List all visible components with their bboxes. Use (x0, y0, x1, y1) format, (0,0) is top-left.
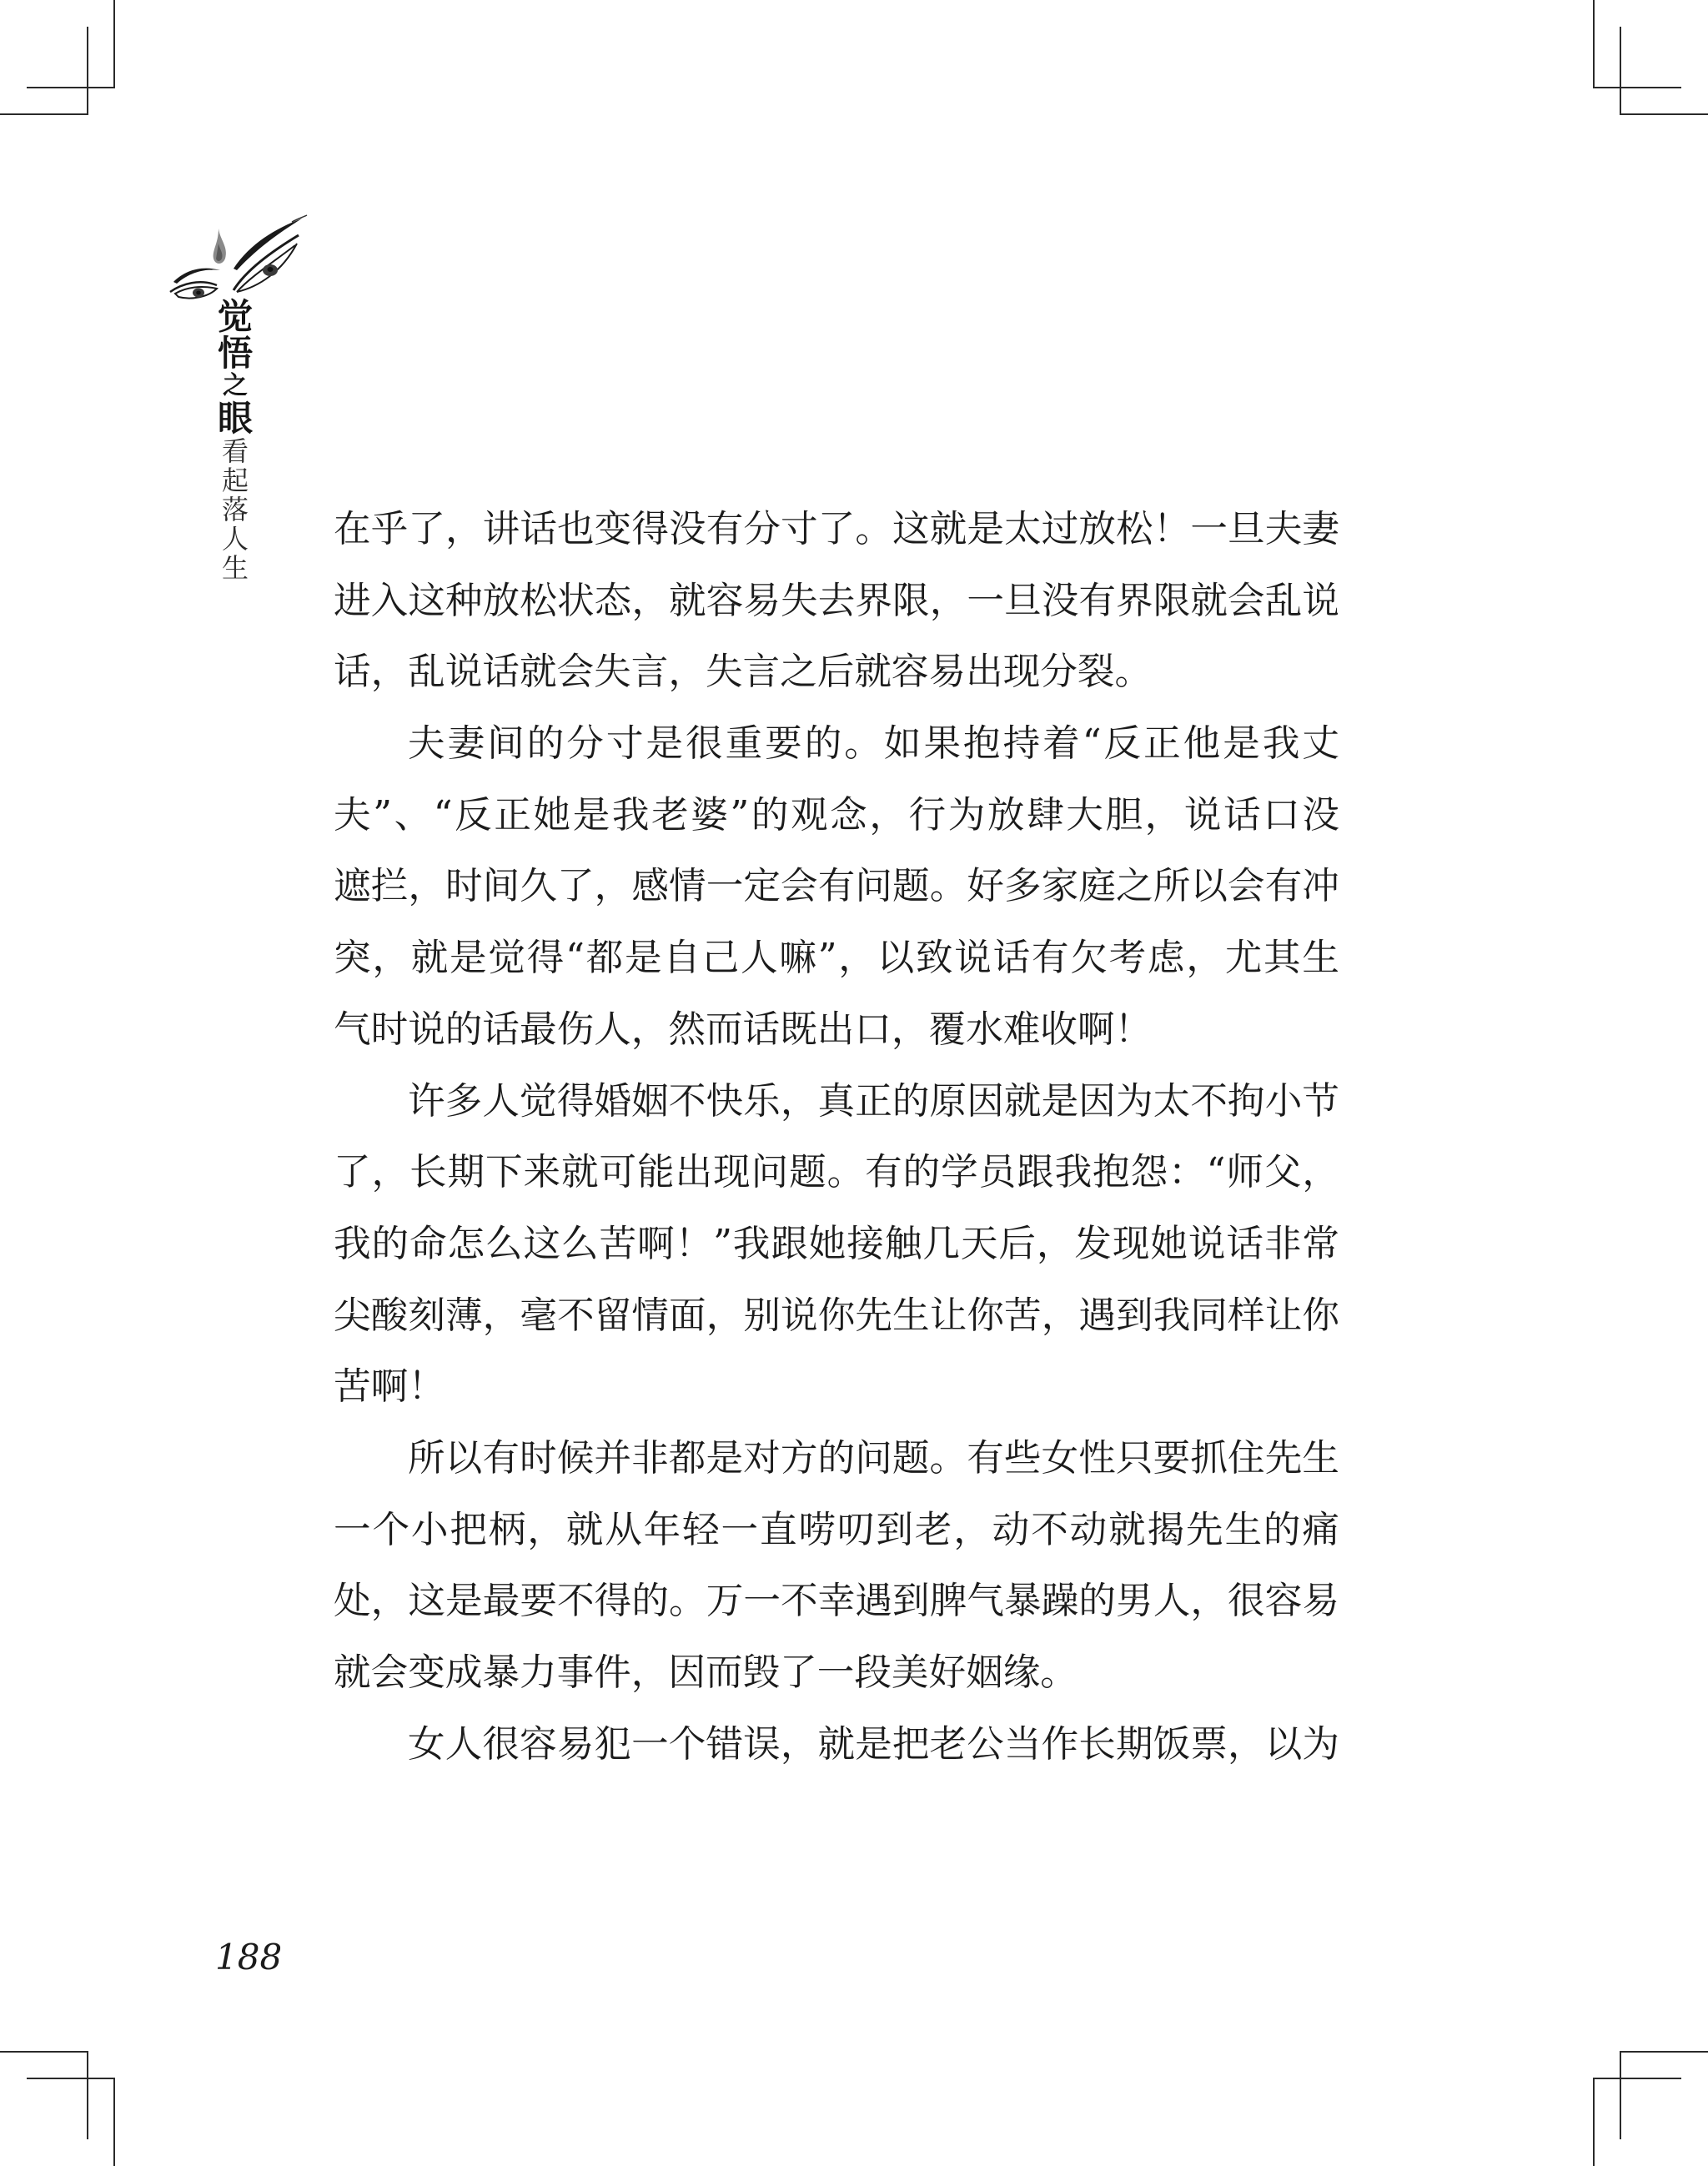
crop-mark (113, 2078, 115, 2166)
text-line: 就会变成暴力事件，因而毁了一段美好姻缘。 (334, 1651, 1078, 1694)
crop-mark (1620, 27, 1621, 115)
text-line: 进入这种放松状态，就容易失去界限，一旦没有界限就会乱说 (334, 578, 1339, 622)
text-line: 所以有时候并非都是对方的问题。有些女性只要抓住先生 (408, 1435, 1339, 1480)
text-line: 话，乱说话就会失言，失言之后就容易出现分裂。 (334, 650, 1153, 694)
text-line: 在乎了，讲话也变得没有分寸了。这就是太过放松！一旦夫妻 (334, 507, 1339, 550)
crop-mark (1593, 0, 1595, 88)
text-line: 突，就是觉得“都是自己人嘛”，以致说话有欠考虑，尤其生 (334, 936, 1339, 980)
series-title-char: 觉 (217, 296, 253, 337)
text-line: 一个小把柄，就从年轻一直唠叨到老，动不动就揭先生的痛 (334, 1507, 1339, 1551)
crop-mark (1620, 2051, 1708, 2053)
text-line: 许多人觉得婚姻不快乐，真正的原因就是因为太不拘小节 (408, 1078, 1339, 1123)
series-title (215, 296, 255, 584)
crop-mark (87, 27, 88, 115)
crop-mark (1593, 2078, 1681, 2079)
series-title-char: 之 (223, 371, 248, 400)
crop-mark (1593, 2078, 1595, 2166)
series-subtitle-char: 人 (221, 523, 249, 555)
text-line: 夫妻间的分寸是很重要的。如果抱持着“反正他是我丈 (408, 721, 1339, 766)
text-line: 了，长期下来就可能出现问题。有的学员跟我抱怨：“师父， (334, 1150, 1339, 1194)
text-line: 夫”、“反正她是我老婆”的观念，行为放肆大胆，说话口没 (334, 792, 1339, 837)
body-text (334, 494, 1339, 1780)
series-subtitle-char: 起 (221, 465, 249, 496)
text-line: 我的命怎么这么苦啊！”我跟她接触几天后，发现她说话非常 (334, 1221, 1339, 1265)
crop-mark (27, 2078, 115, 2079)
series-title-char: 眼 (217, 398, 253, 439)
series-subtitle-char: 看 (221, 435, 249, 467)
crop-mark (113, 0, 115, 88)
series-subtitle-char: 生 (221, 552, 249, 584)
crop-mark (87, 2051, 88, 2139)
text-line: 遮拦，时间久了，感情一定会有问题。好多家庭之所以会有冲 (334, 864, 1339, 908)
text-line: 苦啊！ (334, 1364, 445, 1409)
crop-mark (1620, 2051, 1621, 2139)
text-line: 处，这是最要不得的。万一不幸遇到脾气暴躁的男人，很容易 (334, 1579, 1339, 1623)
crop-mark (1593, 87, 1681, 88)
crop-mark (0, 113, 88, 115)
text-line: 尖酸刻薄，毫不留情面，别说你先生让你苦，遇到我同样让你 (334, 1293, 1339, 1337)
text-line: 气时说的话最伤人，然而话既出口，覆水难收啊！ (334, 1007, 1153, 1051)
crop-mark (1620, 113, 1708, 115)
text-line: 女人很容易犯一个错误，就是把老公当作长期饭票，以为 (408, 1721, 1339, 1766)
third-eye-icon (167, 210, 309, 302)
crop-mark (0, 2051, 88, 2053)
crop-mark (27, 87, 115, 88)
series-title-char: 悟 (217, 333, 253, 374)
series-subtitle-char: 落 (221, 494, 249, 525)
page-number: 188 (215, 1937, 283, 1978)
